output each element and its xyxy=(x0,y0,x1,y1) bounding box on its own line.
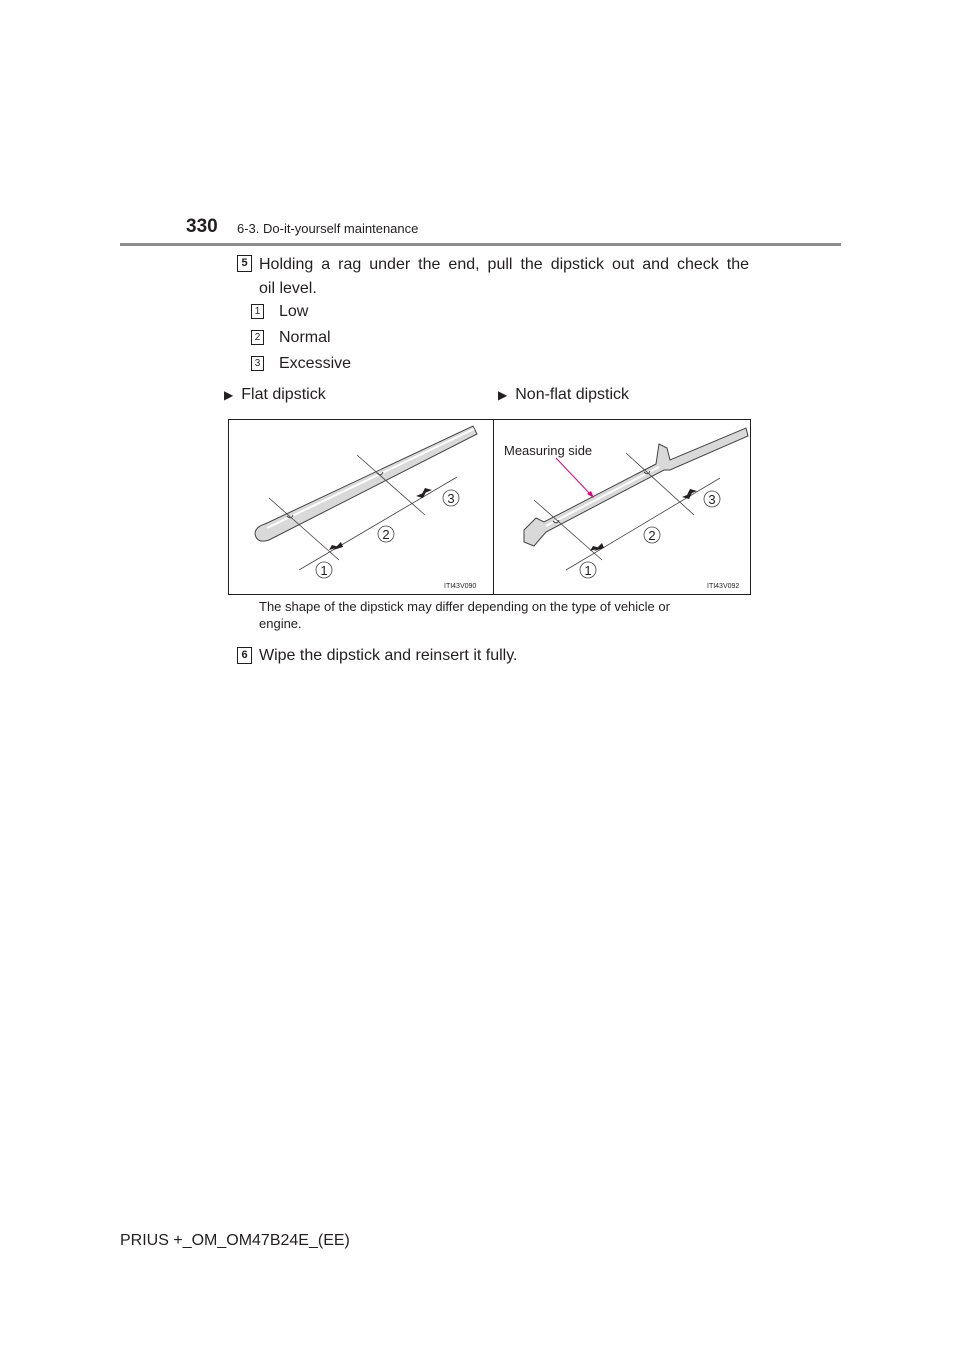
footer-document-code: PRIUS +_OM_OM47B24E_(EE) xyxy=(120,1232,350,1249)
non-flat-dipstick-illustration xyxy=(494,420,750,594)
callout-2: 2 xyxy=(648,528,656,543)
flat-dipstick-illustration xyxy=(229,420,494,594)
step-6-badge: 6 xyxy=(237,647,252,664)
callout-3: 3 xyxy=(447,491,455,506)
step-6-text: Wipe the dipstick and reinsert it fully. xyxy=(259,647,518,664)
flat-dipstick-heading: ▶ Flat dipstick xyxy=(224,386,326,403)
measuring-side-label: Measuring side xyxy=(504,443,593,458)
non-flat-dipstick-heading: ▶ Non-flat dipstick xyxy=(498,386,630,403)
level-1-label: Low xyxy=(279,303,309,320)
header-divider xyxy=(120,243,841,246)
triangle-bullet-icon: ▶ xyxy=(224,388,234,402)
level-3-label: Excessive xyxy=(279,355,352,372)
flat-dipstick-figure xyxy=(228,419,495,595)
callout-1: 1 xyxy=(584,563,592,578)
step-5-text-line1: Holding a rag under the end, pull the dipstick out and check the xyxy=(259,256,749,273)
level-2-number: 2 xyxy=(251,330,264,345)
page-number: 330 xyxy=(186,216,218,237)
figure-caption-line1: The shape of the dipstick may differ depending on the type of vehicle or xyxy=(259,599,670,614)
flat-figure-code: ITI43V090 xyxy=(444,583,477,590)
step-5-text-line2: oil level. xyxy=(259,280,317,297)
level-3-number: 3 xyxy=(251,356,264,371)
non-flat-dipstick-figure xyxy=(493,419,751,595)
step-5-badge: 5 xyxy=(237,255,252,272)
level-1-number: 1 xyxy=(251,304,264,319)
level-2-label: Normal xyxy=(279,329,331,346)
section-title: 6-3. Do-it-yourself maintenance xyxy=(237,221,419,236)
callout-1: 1 xyxy=(320,563,328,578)
non-flat-figure-code: ITI43V092 xyxy=(707,583,740,590)
callout-3: 3 xyxy=(708,492,716,507)
triangle-bullet-icon: ▶ xyxy=(498,388,508,402)
callout-2: 2 xyxy=(382,527,390,542)
figure-caption-line2: engine. xyxy=(259,616,302,631)
